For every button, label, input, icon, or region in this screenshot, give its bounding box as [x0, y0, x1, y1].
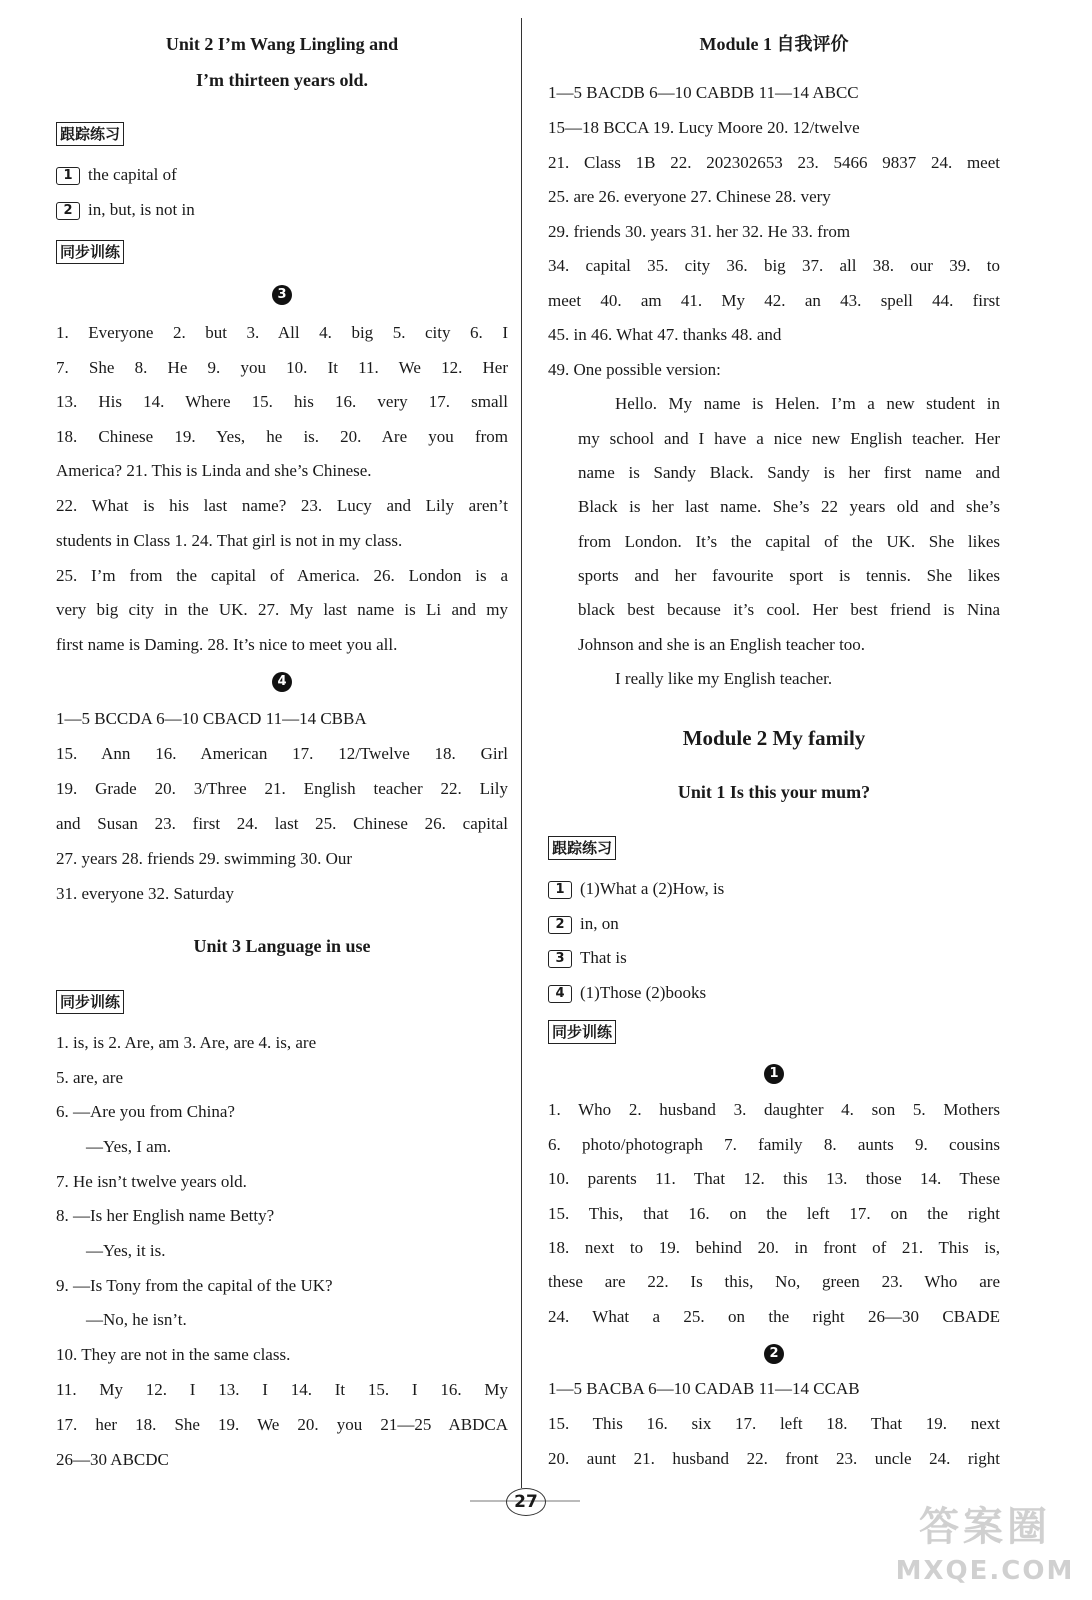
sync-training-tag-wrap-3	[548, 1020, 1000, 1044]
answer-line: 31. everyone 32. Saturday	[56, 884, 234, 903]
track-practice-tag: 跟踪练习	[56, 122, 124, 146]
page-number: 27	[506, 1488, 546, 1516]
essay-line: my school and I have a nice new English teacher. Her	[578, 429, 1000, 448]
section-number-2: 2	[764, 1344, 784, 1364]
column-divider	[521, 18, 522, 1488]
answer-line: 45. in 46. What 47. thanks 48. and	[548, 325, 782, 344]
answer-line: 19. Grade 20. 3/Three 21. English teacher 22. Lily	[56, 779, 508, 798]
answer-line: —Yes, it is.	[86, 1241, 166, 1260]
answer-line: 1. is, is 2. Are, am 3. Are, are 4. is, are	[56, 1033, 317, 1052]
answer-line: America? 21. This is Linda and she’s Chinese.	[56, 461, 372, 480]
answer-line: 6. —Are you from China?	[56, 1102, 235, 1121]
answer-line: —Yes, I am.	[86, 1137, 172, 1156]
answer-line: 13. His 14. Where 15. his 16. very 17. small	[56, 392, 508, 411]
track-practice-tag-wrap-2	[548, 836, 1000, 860]
answer-line: these are 22. Is this, No, green 23. Who are	[548, 1272, 1000, 1291]
module2-unit1-title: Unit 1 Is this your mum?	[677, 782, 871, 802]
module2-title: Module 2 My family	[682, 726, 866, 750]
answer-line: 27. years 28. friends 29. swimming 30. Our	[56, 849, 353, 868]
answer-line: 25. are 26. everyone 27. Chinese 28. very	[548, 187, 831, 206]
answer-line: 11. My 12. I 13. I 14. It 15. I 16. My	[56, 1380, 508, 1399]
answer-line: 10. parents 11. That 12. this 13. those 14. These	[548, 1169, 1000, 1188]
watermark-logo	[890, 1500, 1080, 1596]
answer-line: 10. They are not in the same class.	[56, 1345, 291, 1364]
answer-line: 1—5 BACDB 6—10 CABDB 11—14 ABCC	[548, 83, 859, 102]
unit2-title-line1: Unit 2 I’m Wang Lingling and	[165, 34, 399, 54]
answer-line: 1. Everyone 2. but 3. All 4. big 5. city 6. I	[56, 323, 508, 342]
section-number-1: 1	[764, 1064, 784, 1084]
answer-line: 24. What a 25. on the right 26—30 CBADE	[548, 1307, 1000, 1326]
essay-line: sports and her favourite sport is tennis. She likes	[578, 566, 1000, 585]
track-item-1: 1 the capital of	[56, 157, 508, 192]
answer-line: 8. —Is her English name Betty?	[56, 1206, 275, 1225]
sync-training-tag: 同步训练	[56, 990, 124, 1014]
unit2-title-line2: I’m thirteen years old.	[196, 70, 368, 90]
track-practice-tag: 跟踪练习	[548, 836, 616, 860]
essay-line: from London. It’s the capital of the UK. She likes	[578, 532, 1000, 551]
module1-eval-title: Module 1 自我评价	[699, 34, 849, 54]
track-item-2: 2 in, on	[548, 906, 1000, 941]
answer-line: and Susan 23. first 24. last 25. Chinese 26. capital	[56, 814, 508, 833]
sync-training-tag-wrap	[56, 240, 508, 264]
track-item-3: 3 That is	[548, 940, 1000, 975]
item-number-box: 2	[56, 202, 80, 220]
answer-line: 15. This, that 16. on the left 17. on the right	[548, 1204, 1000, 1223]
answer-line: 6. photo/photograph 7. family 8. aunts 9. cousins	[548, 1135, 1000, 1154]
section-number-4: 4	[272, 672, 292, 692]
section-number-3: 3	[272, 285, 292, 305]
track-item-1: 1 (1)What a (2)How, is	[548, 871, 1000, 906]
answer-line: 1—5 BACBA 6—10 CADAB 11—14 CCAB	[548, 1379, 860, 1398]
answer-line: 15. This 16. six 17. left 18. That 19. next	[548, 1414, 1000, 1433]
answer-line: 9. —Is Tony from the capital of the UK?	[56, 1276, 333, 1295]
item-number-box: 3	[548, 950, 572, 968]
answer-line: 20. aunt 21. husband 22. front 23. uncle 24. right	[548, 1449, 1000, 1468]
answer-line: 17. her 18. She 19. We 20. you 21—25 ABDCA	[56, 1415, 508, 1434]
track-item-2: 2 in, but, is not in	[56, 192, 508, 227]
watermark-line-1: 答案圈	[919, 1504, 1051, 1550]
answer-line: 7. He isn’t twelve years old.	[56, 1172, 247, 1191]
answer-line: 15—18 BCCA 19. Lucy Moore 20. 12/twelve	[548, 118, 860, 137]
answer-line: 49. One possible version:	[548, 360, 721, 379]
sync-training-tag-wrap-2	[56, 990, 508, 1014]
track-item-4: 4 (1)Those (2)books	[548, 975, 1000, 1010]
sync-training-tag: 同步训练	[56, 240, 124, 264]
answer-line: 15. Ann 16. American 17. 12/Twelve 18. Girl	[56, 744, 508, 763]
answer-line: very big city in the UK. 27. My last name is Li and my	[56, 600, 508, 619]
sync-training-tag: 同步训练	[548, 1020, 616, 1044]
answer-line: 21. Class 1B 22. 202302653 23. 5466 9837 24. meet	[548, 153, 1000, 172]
essay-line: Black is her last name. She’s 22 years old and she’s	[578, 497, 1000, 516]
answer-line: first name is Daming. 28. It’s nice to meet you all.	[56, 635, 398, 654]
answer-line: 34. capital 35. city 36. big 37. all 38. our 39. to	[548, 256, 1000, 275]
answer-line: 25. I’m from the capital of America. 26. London is a	[56, 566, 508, 585]
essay-line: Hello. My name is Helen. I’m a new student in	[615, 394, 1000, 413]
answer-line: students in Class 1. 24. That girl is not in my class.	[56, 531, 403, 550]
answer-line: 26—30 ABCDC	[56, 1450, 169, 1469]
answer-line: 18. next to 19. behind 20. in front of 21. This is,	[548, 1238, 1000, 1257]
item-number-box: 4	[548, 985, 572, 1003]
track-practice-tag-wrap	[56, 122, 508, 146]
answer-line: 1—5 BCCDA 6—10 CBACD 11—14 CBBA	[56, 709, 367, 728]
item-number-box: 1	[56, 167, 80, 185]
answer-line: —No, he isn’t.	[86, 1310, 187, 1329]
essay-line: I really like my English teacher.	[615, 669, 833, 688]
item-number-box: 2	[548, 916, 572, 934]
unit3-title: Unit 3 Language in use	[193, 936, 371, 956]
answer-line: 5. are, are	[56, 1068, 124, 1087]
answer-line: 7. She 8. He 9. you 10. It 11. We 12. Her	[56, 358, 508, 377]
answer-line: 29. friends 30. years 31. her 32. He 33. from	[548, 222, 851, 241]
essay-line: black best because it’s cool. Her best friend is Nina	[578, 600, 1000, 619]
answer-line: meet 40. am 41. My 42. an 43. spell 44. first	[548, 291, 1000, 310]
essay-line: name is Sandy Black. Sandy is her first name and	[578, 463, 1000, 482]
essay-line: Johnson and she is an English teacher too.	[578, 635, 866, 654]
item-number-box: 1	[548, 881, 572, 899]
watermark-line-2: MXQE.COM	[895, 1556, 1075, 1586]
answer-line: 1. Who 2. husband 3. daughter 4. son 5. Mothers	[548, 1100, 1000, 1119]
answer-line: 18. Chinese 19. Yes, he is. 20. Are you from	[56, 427, 508, 446]
answer-line: 22. What is his last name? 23. Lucy and Lily aren’t	[56, 496, 508, 515]
